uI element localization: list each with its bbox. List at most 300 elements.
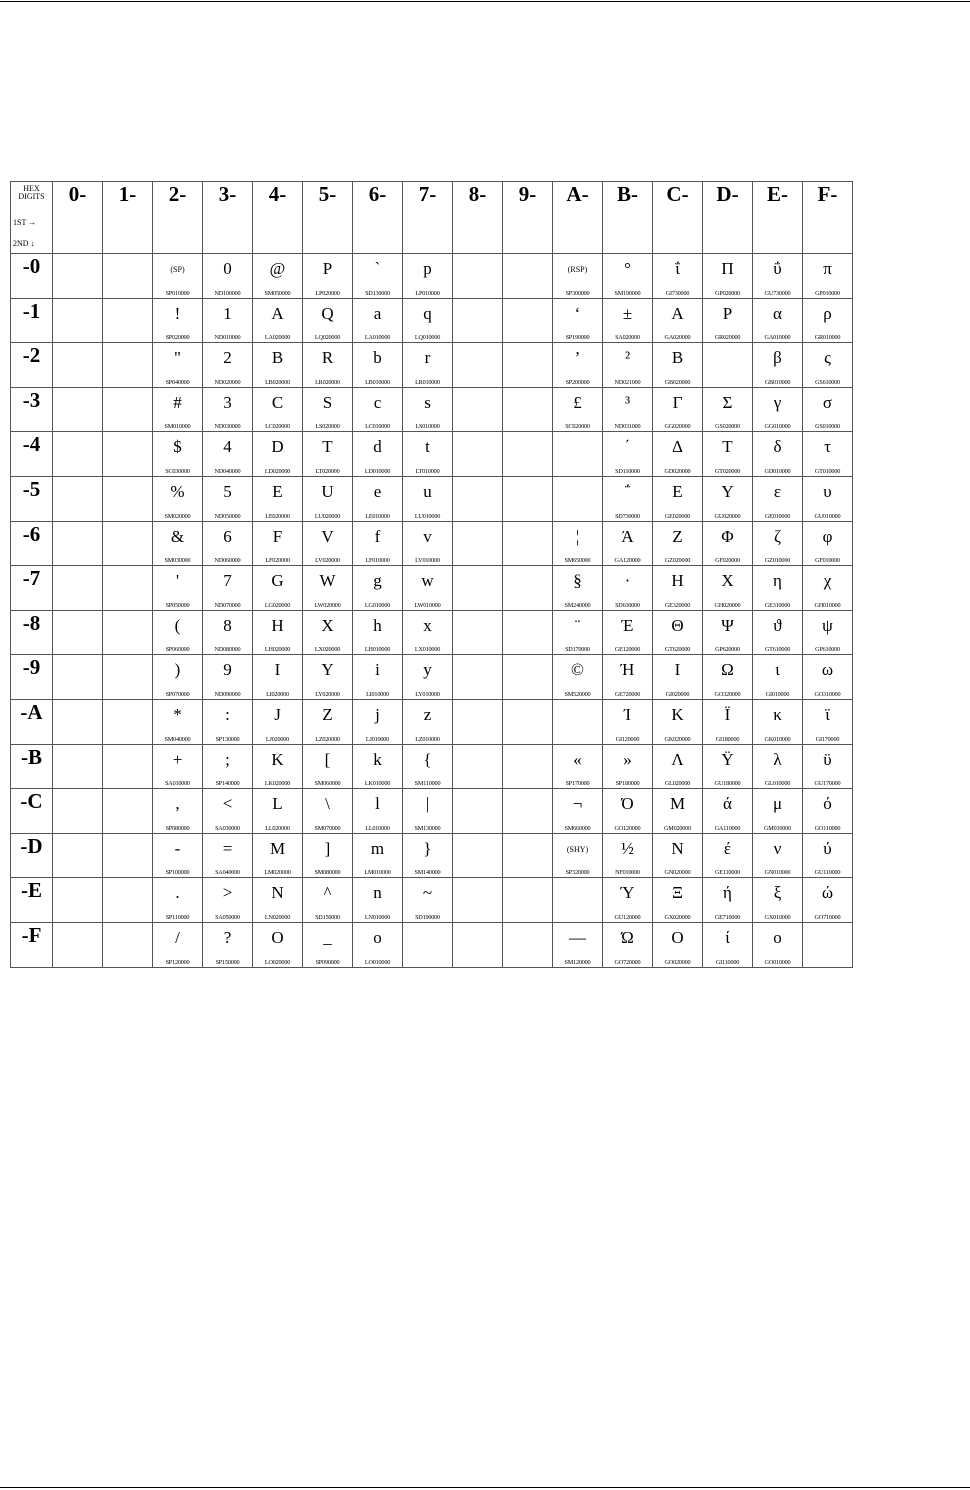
character-glyph: ς xyxy=(824,348,831,368)
character-glyph: , xyxy=(175,794,180,814)
character-glyph: ? xyxy=(223,927,232,947)
character-glyph: V xyxy=(321,526,334,546)
code-cell xyxy=(203,298,253,343)
glyph-id: ND090000 xyxy=(214,690,241,698)
glyph-id: LE010000 xyxy=(365,512,390,520)
code-cell xyxy=(753,699,803,744)
character-glyph: R xyxy=(321,348,334,368)
character-glyph: [ xyxy=(324,749,331,769)
character-glyph: ύ xyxy=(823,838,832,858)
glyph-id: SP110000 xyxy=(165,913,190,921)
glyph-id: ND060000 xyxy=(214,557,241,565)
code-cell xyxy=(403,476,453,521)
character-glyph: Α xyxy=(671,303,684,323)
code-cell xyxy=(103,387,153,432)
glyph-id: GG010000 xyxy=(764,423,791,431)
code-cell xyxy=(53,254,103,299)
code-cell xyxy=(803,432,853,477)
code-cell xyxy=(253,521,303,566)
character-glyph: @ xyxy=(269,259,286,278)
character-glyph: Ύ xyxy=(620,883,635,903)
code-cell xyxy=(53,878,103,923)
second-digit-label: 2ND ↓ xyxy=(13,239,35,248)
character-glyph: o xyxy=(373,927,382,947)
hex-label-line-1: HEX xyxy=(23,184,40,193)
code-cell xyxy=(353,476,403,521)
code-cell xyxy=(103,521,153,566)
character-glyph: Τ xyxy=(722,437,733,457)
code-cell xyxy=(603,566,653,611)
code-cell xyxy=(453,699,503,744)
character-glyph: k xyxy=(373,749,382,769)
character-glyph: (SHY) xyxy=(566,844,589,854)
code-cell xyxy=(553,298,603,343)
code-cell xyxy=(753,521,803,566)
code-cell xyxy=(103,699,153,744)
code-cell xyxy=(203,521,253,566)
glyph-id: LC010000 xyxy=(365,423,390,431)
glyph-id: SP070000 xyxy=(165,690,190,698)
glyph-id: SM140000 xyxy=(414,869,441,877)
code-cell xyxy=(453,789,503,834)
code-cell xyxy=(303,254,353,299)
code-cell xyxy=(753,566,803,611)
code-cell xyxy=(603,655,653,700)
code-cell xyxy=(603,699,653,744)
glyph-id: GH010000 xyxy=(814,601,841,609)
character-glyph: ! xyxy=(174,303,181,323)
code-cell xyxy=(453,610,503,655)
character-glyph: I xyxy=(274,660,281,680)
row-header: -B xyxy=(11,744,53,789)
character-glyph: ± xyxy=(622,303,633,323)
character-glyph: ΰ xyxy=(773,259,782,278)
character-glyph: § xyxy=(573,571,582,591)
character-glyph: \ xyxy=(325,794,330,814)
character-glyph: μ xyxy=(772,794,783,814)
glyph-id: LL020000 xyxy=(265,824,290,832)
glyph-id: SM040000 xyxy=(164,735,191,743)
character-glyph: π xyxy=(823,259,832,278)
code-cell xyxy=(803,566,853,611)
glyph-id: GI020000 xyxy=(665,690,690,698)
character-glyph: y xyxy=(423,660,432,680)
character-glyph: Y xyxy=(321,660,334,680)
glyph-id: LT010000 xyxy=(415,467,440,475)
character-glyph: = xyxy=(222,838,233,858)
character-glyph: ϑ xyxy=(773,615,782,635)
code-cell xyxy=(353,878,403,923)
glyph-id: ND100000 xyxy=(214,289,241,297)
glyph-id: GS610000 xyxy=(815,378,840,386)
code-cell xyxy=(203,343,253,388)
glyph-id: ND021000 xyxy=(614,378,641,386)
character-glyph: { xyxy=(423,749,432,769)
glyph-id: GP610000 xyxy=(815,646,840,654)
character-glyph: } xyxy=(423,838,432,858)
glyph-id: ND050000 xyxy=(214,512,241,520)
glyph-id: LV020000 xyxy=(315,557,340,565)
character-glyph: Ή xyxy=(620,660,635,680)
glyph-id: GI010000 xyxy=(765,690,790,698)
code-cell xyxy=(703,254,753,299)
character-glyph: C xyxy=(271,392,284,412)
glyph-id: SP200000 xyxy=(565,378,590,386)
glyph-id: ND010000 xyxy=(214,334,241,342)
glyph-id: SP040000 xyxy=(165,378,190,386)
glyph-id: LD020000 xyxy=(264,467,291,475)
code-cell xyxy=(753,254,803,299)
glyph-id: ND040000 xyxy=(214,467,241,475)
glyph-id: GA010000 xyxy=(764,334,791,342)
code-cell xyxy=(553,744,603,789)
code-cell xyxy=(603,432,653,477)
code-cell xyxy=(653,789,703,834)
table-row xyxy=(11,476,853,521)
glyph-id: LR020000 xyxy=(315,378,340,386)
character-glyph: P xyxy=(322,259,333,278)
code-cell xyxy=(553,922,603,967)
glyph-id: SD630000 xyxy=(615,601,640,609)
character-glyph: 8 xyxy=(223,615,232,635)
glyph-id: LS020000 xyxy=(315,423,340,431)
character-glyph: " xyxy=(174,348,181,368)
code-cell xyxy=(803,476,853,521)
code-cell xyxy=(203,878,253,923)
character-glyph: Κ xyxy=(671,704,684,724)
glyph-id: GP020000 xyxy=(715,289,740,297)
glyph-id: SP180000 xyxy=(615,780,640,788)
glyph-id: SP120000 xyxy=(165,958,190,966)
code-cell xyxy=(503,566,553,611)
code-cell xyxy=(553,610,603,655)
glyph-id: SM240000 xyxy=(564,601,591,609)
character-glyph: ϊ xyxy=(825,704,830,724)
code-cell xyxy=(203,744,253,789)
character-glyph: Ι xyxy=(674,660,681,680)
glyph-id: GA120000 xyxy=(614,557,641,565)
glyph-id: LX020000 xyxy=(314,646,341,654)
code-cell xyxy=(403,610,453,655)
column-header: 5- xyxy=(303,182,353,254)
character-glyph: w xyxy=(421,571,434,591)
glyph-id: GH020000 xyxy=(714,601,741,609)
code-cell xyxy=(803,521,853,566)
code-cell xyxy=(753,655,803,700)
code-cell xyxy=(603,254,653,299)
glyph-id: LO010000 xyxy=(364,958,391,966)
glyph-id: SM110000 xyxy=(414,780,441,788)
character-glyph: « xyxy=(573,749,582,769)
character-glyph: ² xyxy=(624,348,631,368)
character-glyph: ; xyxy=(225,749,230,769)
table-row xyxy=(11,744,853,789)
code-cell xyxy=(803,387,853,432)
character-glyph: ― xyxy=(569,927,586,947)
glyph-id: GN020000 xyxy=(664,869,691,877)
character-glyph: F xyxy=(272,526,283,546)
code-cell xyxy=(703,878,753,923)
table-row xyxy=(11,610,853,655)
glyph-id: LL010000 xyxy=(365,824,390,832)
code-cell xyxy=(103,789,153,834)
code-cell xyxy=(753,833,803,878)
code-cell xyxy=(253,833,303,878)
code-cell xyxy=(153,432,203,477)
code-cell xyxy=(53,655,103,700)
code-cell xyxy=(653,610,703,655)
code-cell xyxy=(353,610,403,655)
glyph-id: LJ020000 xyxy=(265,735,290,743)
glyph-id: SD190000 xyxy=(415,913,440,921)
glyph-id: GO110000 xyxy=(814,824,841,832)
row-header: -0 xyxy=(11,254,53,299)
glyph-id: GE710000 xyxy=(714,913,741,921)
character-glyph: Λ xyxy=(671,749,684,769)
code-cell xyxy=(203,387,253,432)
glyph-id: SM030000 xyxy=(164,557,191,565)
character-glyph: e xyxy=(373,481,382,501)
code-cell xyxy=(453,833,503,878)
character-glyph: ¬ xyxy=(572,794,583,814)
code-cell xyxy=(153,833,203,878)
code-cell xyxy=(453,254,503,299)
character-glyph: Δ xyxy=(672,437,683,457)
code-cell xyxy=(253,432,303,477)
glyph-id: GA110000 xyxy=(714,824,741,832)
glyph-id: SC030000 xyxy=(165,467,190,475)
code-cell xyxy=(53,566,103,611)
column-header: A- xyxy=(553,182,603,254)
glyph-id: SP190000 xyxy=(565,334,590,342)
glyph-id: GB020000 xyxy=(664,378,691,386)
row-header: -6 xyxy=(11,521,53,566)
code-cell xyxy=(653,655,703,700)
glyph-id: LX010000 xyxy=(414,646,441,654)
code-cell xyxy=(253,298,303,343)
code-cell xyxy=(453,521,503,566)
glyph-id: LK010000 xyxy=(364,780,391,788)
code-cell xyxy=(153,655,203,700)
code-cell xyxy=(553,343,603,388)
code-cell xyxy=(553,789,603,834)
code-cell xyxy=(53,789,103,834)
character-glyph: ' xyxy=(175,571,180,591)
glyph-id: GI180000 xyxy=(715,735,740,743)
glyph-id: SM010000 xyxy=(164,423,191,431)
code-cell xyxy=(553,476,603,521)
glyph-id: GU170000 xyxy=(814,780,841,788)
character-glyph: Β xyxy=(671,348,684,368)
character-glyph: Ψ xyxy=(721,615,734,635)
character-glyph: ρ xyxy=(823,303,832,323)
code-cell xyxy=(103,476,153,521)
glyph-id: GX020000 xyxy=(664,913,691,921)
code-cell xyxy=(153,789,203,834)
glyph-id: SP080000 xyxy=(165,824,190,832)
character-glyph: 9 xyxy=(223,660,232,680)
character-glyph: ¦ xyxy=(575,526,580,546)
glyph-id: LA020000 xyxy=(264,334,291,342)
code-cell xyxy=(753,432,803,477)
column-header: B- xyxy=(603,182,653,254)
code-cell xyxy=(203,789,253,834)
code-cell xyxy=(403,343,453,388)
code-cell xyxy=(253,789,303,834)
character-glyph: j xyxy=(375,704,380,724)
code-cell xyxy=(103,655,153,700)
character-glyph: λ xyxy=(773,749,782,769)
code-cell xyxy=(353,699,403,744)
code-cell xyxy=(753,744,803,789)
glyph-id: LN020000 xyxy=(264,913,291,921)
code-page-body xyxy=(11,254,853,968)
character-glyph: 4 xyxy=(223,437,232,457)
column-header: 8- xyxy=(453,182,503,254)
code-cell xyxy=(553,878,603,923)
glyph-id: LS010000 xyxy=(415,423,440,431)
glyph-id: SM650000 xyxy=(564,557,591,565)
character-glyph: έ xyxy=(723,838,732,858)
code-cell xyxy=(503,610,553,655)
code-cell xyxy=(253,343,303,388)
first-digit-label: 1ST → xyxy=(13,218,37,227)
glyph-id: GE010000 xyxy=(764,512,791,520)
code-cell xyxy=(203,566,253,611)
code-cell xyxy=(303,432,353,477)
character-glyph: Ό xyxy=(621,794,634,814)
character-glyph: υ xyxy=(823,481,832,501)
top-rule xyxy=(0,1,970,2)
code-cell xyxy=(353,521,403,566)
glyph-id: SP020000 xyxy=(165,334,190,342)
code-cell xyxy=(403,655,453,700)
code-cell xyxy=(253,566,303,611)
row-header: -8 xyxy=(11,610,53,655)
column-header: 9- xyxy=(503,182,553,254)
code-cell xyxy=(803,655,853,700)
code-page-table xyxy=(10,181,853,968)
code-cell xyxy=(103,298,153,343)
code-cell xyxy=(803,298,853,343)
glyph-id: SP150000 xyxy=(215,958,240,966)
glyph-id: LV010000 xyxy=(415,557,440,565)
glyph-id: GR010000 xyxy=(814,334,841,342)
code-cell xyxy=(803,610,853,655)
code-cell xyxy=(303,298,353,343)
code-cell xyxy=(103,922,153,967)
code-cell xyxy=(503,744,553,789)
glyph-id: LF020000 xyxy=(265,557,290,565)
code-cell xyxy=(353,387,403,432)
glyph-id: GZ020000 xyxy=(664,557,691,565)
table-row xyxy=(11,655,853,700)
column-header: 7- xyxy=(403,182,453,254)
glyph-id: SP050000 xyxy=(165,601,190,609)
code-cell xyxy=(703,432,753,477)
code-cell xyxy=(53,922,103,967)
code-cell xyxy=(753,387,803,432)
code-cell xyxy=(503,387,553,432)
glyph-id: LW020000 xyxy=(314,601,341,609)
glyph-id: GO020000 xyxy=(664,958,691,966)
code-cell xyxy=(753,610,803,655)
character-glyph: ‘ xyxy=(574,303,581,323)
character-glyph: ½ xyxy=(621,838,634,858)
table-row xyxy=(11,521,853,566)
character-glyph: Ί xyxy=(624,704,631,724)
code-cell xyxy=(753,789,803,834)
character-glyph: Σ xyxy=(722,392,733,412)
character-glyph: ε xyxy=(773,481,782,501)
glyph-id: GE020000 xyxy=(664,512,691,520)
character-glyph: ΅ xyxy=(624,481,631,501)
code-cell xyxy=(353,744,403,789)
glyph-id: GI110000 xyxy=(715,958,740,966)
code-cell xyxy=(653,432,703,477)
character-glyph: a xyxy=(373,303,382,323)
code-cell xyxy=(453,298,503,343)
column-header-row xyxy=(11,182,853,254)
glyph-id: SC020000 xyxy=(565,423,590,431)
code-cell xyxy=(803,789,853,834)
table-row xyxy=(11,922,853,967)
code-cell xyxy=(153,878,203,923)
glyph-id: LM010000 xyxy=(364,869,391,877)
code-cell xyxy=(503,655,553,700)
glyph-id: SA030000 xyxy=(215,824,240,832)
code-cell xyxy=(703,744,753,789)
character-glyph: ξ xyxy=(773,883,782,903)
code-cell xyxy=(403,699,453,744)
code-cell xyxy=(503,699,553,744)
code-cell xyxy=(203,922,253,967)
row-header: -5 xyxy=(11,476,53,521)
character-glyph: t xyxy=(425,437,430,457)
character-glyph: κ xyxy=(773,704,782,724)
code-cell xyxy=(153,566,203,611)
code-cell xyxy=(553,387,603,432)
glyph-id: LC020000 xyxy=(265,423,290,431)
code-cell xyxy=(53,387,103,432)
code-cell xyxy=(253,655,303,700)
code-cell xyxy=(253,476,303,521)
character-glyph: η xyxy=(773,571,782,591)
glyph-id: LY020000 xyxy=(315,690,340,698)
glyph-id: GU010000 xyxy=(814,512,841,520)
code-cell xyxy=(403,254,453,299)
glyph-id: LE020000 xyxy=(265,512,290,520)
character-glyph: p xyxy=(423,259,432,278)
code-cell xyxy=(753,922,803,967)
code-cell xyxy=(703,298,753,343)
glyph-id: SA040000 xyxy=(215,869,240,877)
code-cell xyxy=(153,922,203,967)
character-glyph: φ xyxy=(822,526,833,546)
code-cell xyxy=(703,343,753,388)
character-glyph: v xyxy=(423,526,432,546)
column-header: 4- xyxy=(253,182,303,254)
code-cell xyxy=(403,432,453,477)
code-cell xyxy=(53,298,103,343)
character-glyph: T xyxy=(322,437,333,457)
code-cell xyxy=(653,878,703,923)
glyph-id: LM020000 xyxy=(264,869,291,877)
code-cell xyxy=(203,432,253,477)
code-cell xyxy=(103,744,153,789)
code-cell xyxy=(453,922,503,967)
character-glyph: ΄ xyxy=(624,437,631,457)
